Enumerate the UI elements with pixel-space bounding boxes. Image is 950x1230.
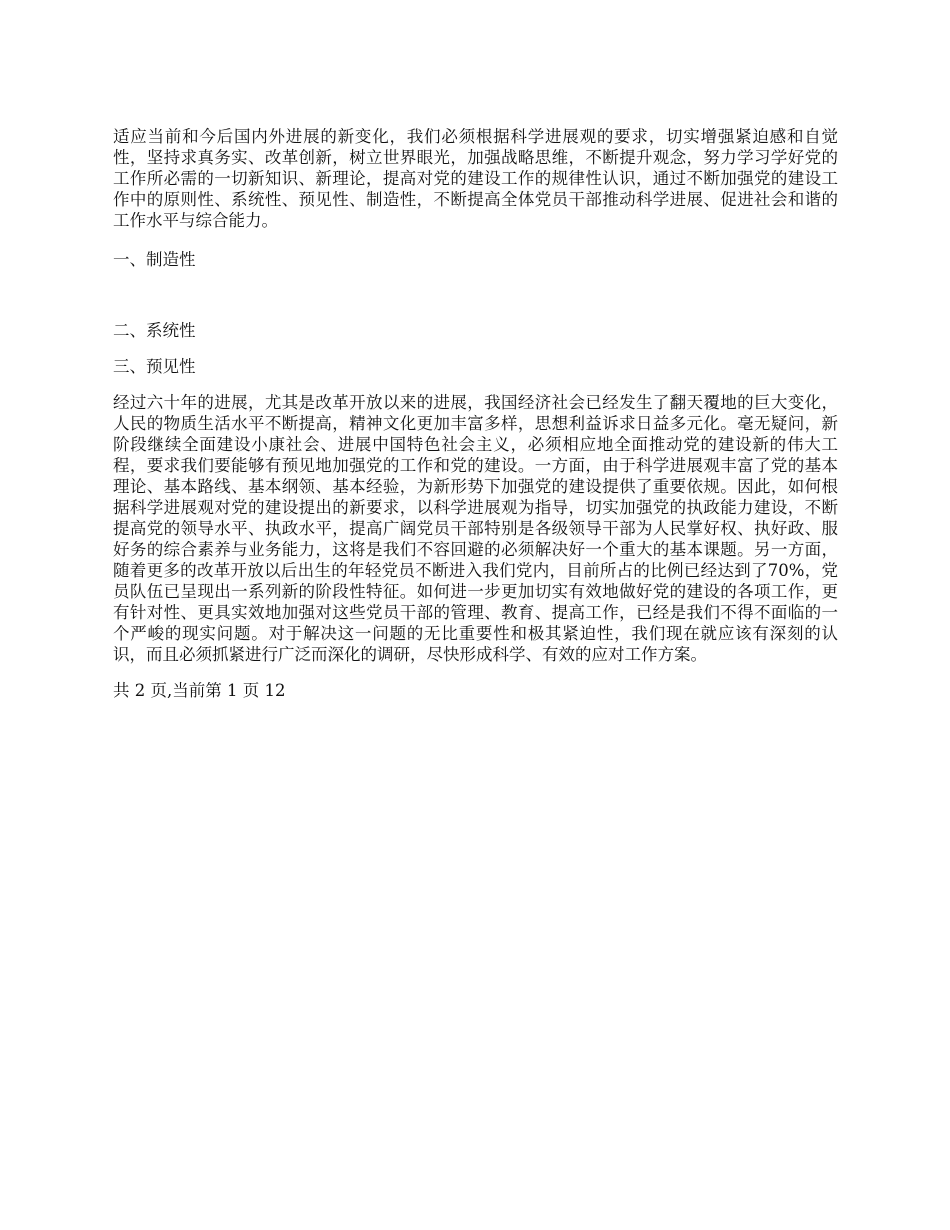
body-paragraph: 经过六十年的进展，尤其是改革开放以来的进展，我国经济社会已经发生了翻天覆地的巨大变化，人民的物质生活水平不断提高，精神文化更加丰富多样，思想利益诉求日益多元化。毫无疑问，新阶段继续全面建设小康社会、进展中国特色社会主义，必须相应地全面推动党的建设新的伟大工程，要求我们要能够有预见地加强党的工作和党的建设。一方面，由于科学进展观丰富了党的基本理论、基本路线、基本纲领、基本经验，为新形势下加强党的建设提供了重要依规。因此，如何根据科学进展观对党的建设提出的新要求，以科学进展观为指导，切实加强党的执政能力建设，不断提高党的领导水平、执政水平，提高广阔党员干部特别是各级领导干部为人民掌好权、执好政、服好务的综合素养与业务能力，这将是我们不容回避的必须解决好一个重大的基本课题。另一方面，随着更多的改革开放以后出生的年轻党员不断进入我们党内，目前所占的比例已经达到了70%，党员队伍已呈现出一系列新的阶段性特征。如何进一步更加切实有效地做好党的建设的各项工作，更有针对性、更具实效地加强对这些党员干部的管理、教育、提高工作，已经是我们不得不面临的一个严峻的现实问题。对于解决这一问题的无比重要性和极其紧迫性，我们现在就应该有深刻的认识，而且必须抓紧进行广泛而深化的调研，尽快形成科学、有效的应对工作方案。 [113,393,838,664]
section-heading-foresight: 三、预见性 [113,357,196,376]
intro-paragraph: 适应当前和今后国内外进展的新变化，我们必须根据科学进展观的要求，切实增强紧迫感和自觉性，坚持求真务实、改革创新，树立世界眼光，加强战略思维，不断提升观念，努力学习学好党的工作所必需的一切新知识、新理论，提高对党的建设工作的规律性认识，通过不断加强党的建设工作中的原则性、系统性、预见性、制造性，不断提高全体党员干部推动科学进展、促进社会和谐的工作水平与综合能力。 [113,127,838,230]
document-page [113,126,838,701]
page-footer: 共 2 页,当前第 1 页 12 [113,681,286,700]
section-heading-creativity: 一、制造性 [113,250,196,269]
section-heading-systematic: 二、系统性 [113,321,196,340]
